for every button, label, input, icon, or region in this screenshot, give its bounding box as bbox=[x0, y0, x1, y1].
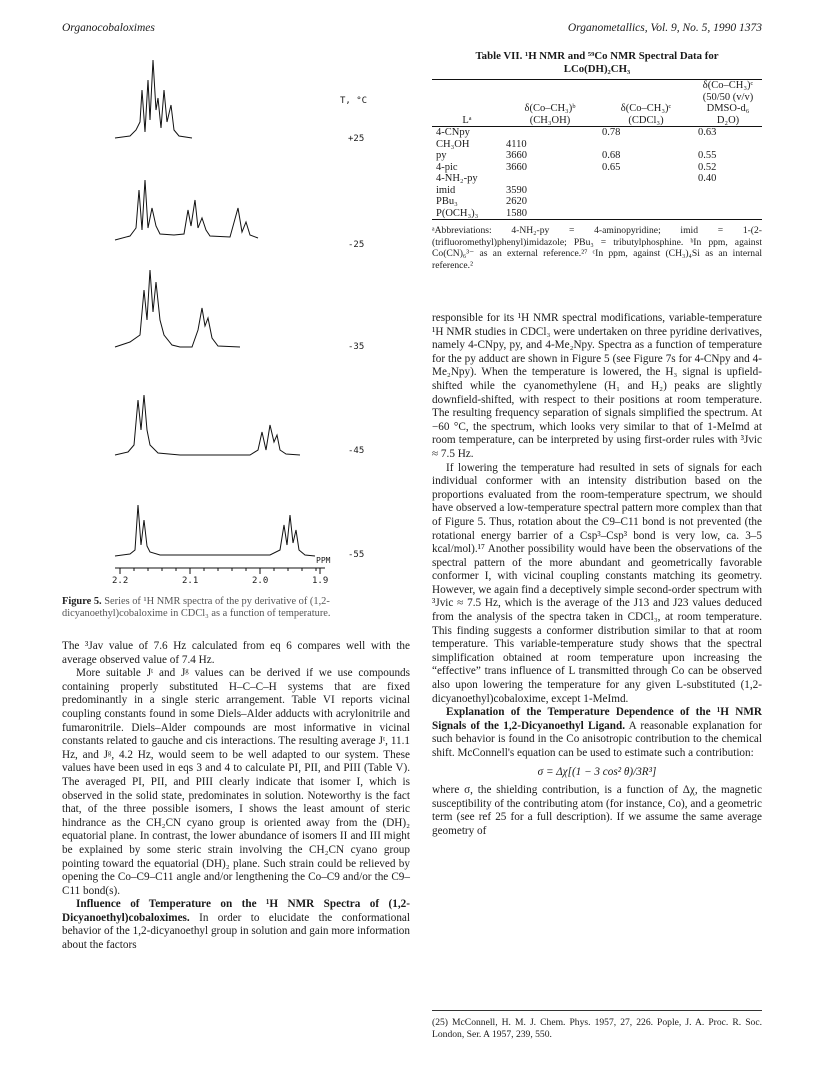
caption-text: Series of ¹H NMR spectra of the py derivative of (1,2-dicyanoethyl)cobaloxime in CDCl₃ as a function of temperature. bbox=[62, 596, 331, 619]
table-title: Table VII. ¹H NMR and ⁵⁹Co NMR Spectral Data for LCo(DH)₂CH₃ bbox=[475, 50, 719, 75]
table-vii bbox=[432, 50, 762, 271]
figure-5 bbox=[100, 50, 400, 590]
cell: 0.52 bbox=[698, 161, 717, 173]
paragraph bbox=[62, 898, 410, 952]
table-row bbox=[432, 127, 762, 139]
cell: 3590 bbox=[506, 184, 527, 196]
table-row bbox=[432, 208, 762, 220]
cell bbox=[598, 173, 694, 185]
table-row bbox=[432, 150, 762, 162]
cell bbox=[502, 127, 598, 139]
cell: 0.68 bbox=[602, 150, 621, 161]
cell: 0.78 bbox=[602, 127, 621, 138]
right-column bbox=[432, 312, 762, 839]
paragraph: The ³Jav value of 7.6 Hz calculated from eq 6 compares well with the average observed value of 7.4 Hz. bbox=[62, 640, 410, 666]
cell: imid bbox=[436, 184, 456, 196]
cell bbox=[598, 196, 694, 208]
temp-label: -25 bbox=[348, 240, 365, 250]
spectrum-minus55 bbox=[115, 505, 315, 556]
caption-label: Figure 5. bbox=[62, 596, 102, 607]
cell bbox=[502, 173, 598, 185]
spectrum-minus35 bbox=[115, 270, 240, 347]
axis-tick-label: 2.0 bbox=[252, 576, 269, 586]
spectrum-plus25 bbox=[115, 60, 192, 138]
cell: 4-CNpy bbox=[436, 127, 470, 138]
cell: 0.55 bbox=[698, 150, 717, 161]
col-header: Lᵃ bbox=[462, 114, 472, 126]
table-body bbox=[432, 79, 762, 220]
table-footnote: ᵃAbbreviations: 4-NH₂-py = 4-aminopyridine; imid = 1-(2-(trifluoromethyl)phenyl)imidazole; PBu₃ = tributylphosphine. ᵇIn ppm, against Co(CN)₆³⁻ as an external reference.²⁷ ᶜIn ppm, against (CH₃)₄Si as an internal reference.² bbox=[432, 225, 762, 271]
cell: 0.40 bbox=[698, 173, 717, 184]
temp-label: -35 bbox=[348, 342, 365, 352]
table-row bbox=[432, 196, 762, 208]
cell: PBu₃ bbox=[436, 196, 458, 207]
axis-unit-label: PPM bbox=[316, 556, 331, 565]
section-heading: Explanation of the Temperature Dependence of the ¹H NMR Signals of the 1,2-Dicyanoethyl Ligand. bbox=[432, 706, 762, 732]
running-header-right: Organometallics, Vol. 9, No. 5, 1990 1373 bbox=[567, 22, 762, 34]
cell bbox=[694, 139, 762, 151]
table-row bbox=[432, 173, 762, 185]
table-row bbox=[432, 139, 762, 151]
axis-tick-label: 2.1 bbox=[182, 576, 199, 586]
cell: 4-pic bbox=[436, 161, 458, 173]
paragraph: If lowering the temperature had resulted in sets of signals for each individual conformer with an intensity distribution based on the proportions evaluated from the room-temperature spectrum, we should have observed a low-temperature spectral pattern more complex than that of Figure 5. Thus, rotation about the C9–C11 bond is not prevented (the rotational energy barrier of a Csp³–Csp³ bond is very low, ca. 3–5 kcal/mol).¹⁷ Another possibility would have been the observations of the spectral pattern of the more abundant and geometrically favorable conformer I, with vicinal coupling constants matching its geometry. However, we again find a deceptively simple second-order spectrum with ³Jvic ≈ 7.5 Hz, which is the average of the J13 and J23 values deduced from the analysis of the spectra taken in CDCl₃, at room temperature. This finding suggests a conformer distribution similar to that at room temperature. This variable-temperature study shows that the spectral simplification obtained at room temperature upon increasing the “effective” trans influence of L transmitted through Co can be observed also upon lowering the temperature for any given L-substituted (1,2-dicyanoethyl)cobaloxime, except 1-MeImd. bbox=[432, 461, 762, 705]
cell: 4110 bbox=[506, 138, 527, 150]
cell bbox=[598, 208, 694, 220]
paragraph-text: In order to elucidate the conformational behavior of the 1,2-dicyanoethyl group in solution and gain more information about the factors bbox=[62, 911, 410, 952]
cell: 2620 bbox=[506, 196, 527, 207]
axis-tick-label: 1.9 bbox=[312, 576, 329, 586]
spectrum-minus25 bbox=[115, 180, 258, 240]
running-header-left: Organocobaloximes bbox=[62, 22, 155, 34]
col-header: δ(Co–CH₃)ᶜ (CDCl₃) bbox=[620, 103, 672, 126]
paragraph: More suitable Jᵗ and Jᵍ values can be derived if we use compounds containing properly substituted H–C–C–H systems that are fixed predominantly in a single steric arrangement. Table VI reports vicinal coupling constants found in some Diels–Alder adducts with acrylonitrile and fumaronitrile. Diels–Alder compounds are most informative in vicinal constants related to gauche and cis interactions. The resulting average Jᵗ, 11.1 Hz, and Jᵍ, 4.2 Hz, would seem to be well adapted to our system. These values have been used in eqs 3 and 4 to calculate PI, PII, and PIII (Table V). The averaged PI, PII, and PIII clearly indicate that isomer I, which is observed in the solid state, predominates in solution. Noteworthy is the fact that, of the three possible isomers, I shows the least amount of steric hindrance as the CH₂CN cyano group is oriented away from the (DH)₂ equatorial plane. In contrast, the lower abundance of isomers II and III might be explained by some steric strain involving the CH₂CN cyano group pointing toward the equatorial (DH)₂ plane. Such strain could be relieved by opening the Co–C9–C11 angle and/or lengthening the Co–C9 and/or the C9–C11 bond(s). bbox=[62, 667, 410, 897]
temp-axis-label: T, °C bbox=[340, 96, 368, 106]
spectrum-minus45 bbox=[115, 395, 300, 455]
equation: σ = Δχ[(1 − 3 cos² θ)/3R³] bbox=[537, 765, 657, 778]
cell bbox=[598, 185, 694, 197]
figure-caption bbox=[62, 596, 410, 620]
section-heading: Influence of Temperature on the ¹H NMR Spectra of (1,2-Dicyanoethyl)cobaloximes. bbox=[62, 898, 410, 924]
cell: 0.63 bbox=[698, 127, 717, 138]
cell bbox=[598, 139, 694, 151]
col-header: δ(Co–CH₃)ᵇ (CH₃OH) bbox=[524, 103, 576, 126]
cell: 3660 bbox=[506, 150, 527, 161]
cell: 0.65 bbox=[602, 161, 621, 173]
cell: 3660 bbox=[506, 161, 527, 173]
axis-ticks bbox=[120, 568, 320, 574]
axis-tick-label: 2.2 bbox=[112, 576, 129, 586]
left-column bbox=[62, 640, 410, 953]
cell: py bbox=[436, 150, 447, 161]
cell: 4-NH₂-py bbox=[436, 173, 478, 184]
temp-label: -45 bbox=[348, 446, 365, 456]
cell bbox=[694, 185, 762, 197]
cell: CH₃OH bbox=[436, 138, 470, 150]
table-row bbox=[432, 162, 762, 174]
cell bbox=[694, 196, 762, 208]
paragraph bbox=[432, 706, 762, 760]
cell: P(OCH₃)₃ bbox=[436, 207, 479, 219]
page-footnote: (25) McConnell, H. M. J. Chem. Phys. 1957, 27, 226. Pople, J. A. Proc. R. Soc. London, Ser. A 1957, 239, 550. bbox=[432, 1017, 762, 1040]
spectrum-traces bbox=[115, 60, 315, 556]
cell: 1580 bbox=[506, 207, 527, 219]
nmr-spectra-stack bbox=[100, 50, 400, 590]
col-header: δ(Co–CH₃)ᶜ (50/50 (v/v) DMSO-d₆ D₂O) bbox=[702, 80, 754, 126]
temp-label: +25 bbox=[348, 134, 365, 144]
cell bbox=[694, 208, 762, 220]
footnote-rule bbox=[432, 1010, 762, 1011]
temp-label: -55 bbox=[348, 550, 365, 560]
table-row bbox=[432, 185, 762, 197]
paragraph: responsible for its ¹H NMR spectral modifications, variable-temperature ¹H NMR studies in CDCl₃ were undertaken on three pyridine derivatives, namely 4-CNpy, py, and 4-Me₂Npy. Spectra as a function of temperature for the py adduct are shown in Figure 5 (see Figure 7s for 4-CNpy and 4-Me₂Npy). When the temperature is lowered, the H₃ signal is upfield-shifted while the cyanomethylene (H₁ and H₂) peaks are slightly downfield-shifted, with respect to their positions at room temperature. The resulting frequency separation of signals simplified the spectrum. At −60 °C, the spectrum, which looks very similar to that of 1-MeImd at room temperature, can be interpreted by using first-order rules with ³Jvic ≈ 7.5 Hz. bbox=[432, 312, 762, 460]
paragraph: where σ, the shielding contribution, is a function of Δχ, the magnetic susceptibility of the contributing atom (for instance, Co), and a geometric term (see ref 25 for a full description). If we assume the same average geometry of bbox=[432, 784, 762, 837]
paragraph-text: A reasonable explanation for such behavior is found in the Co anisotropic contribution to the chemical shift. McConnell's equation can be used to estimate such a contribution: bbox=[432, 719, 762, 759]
